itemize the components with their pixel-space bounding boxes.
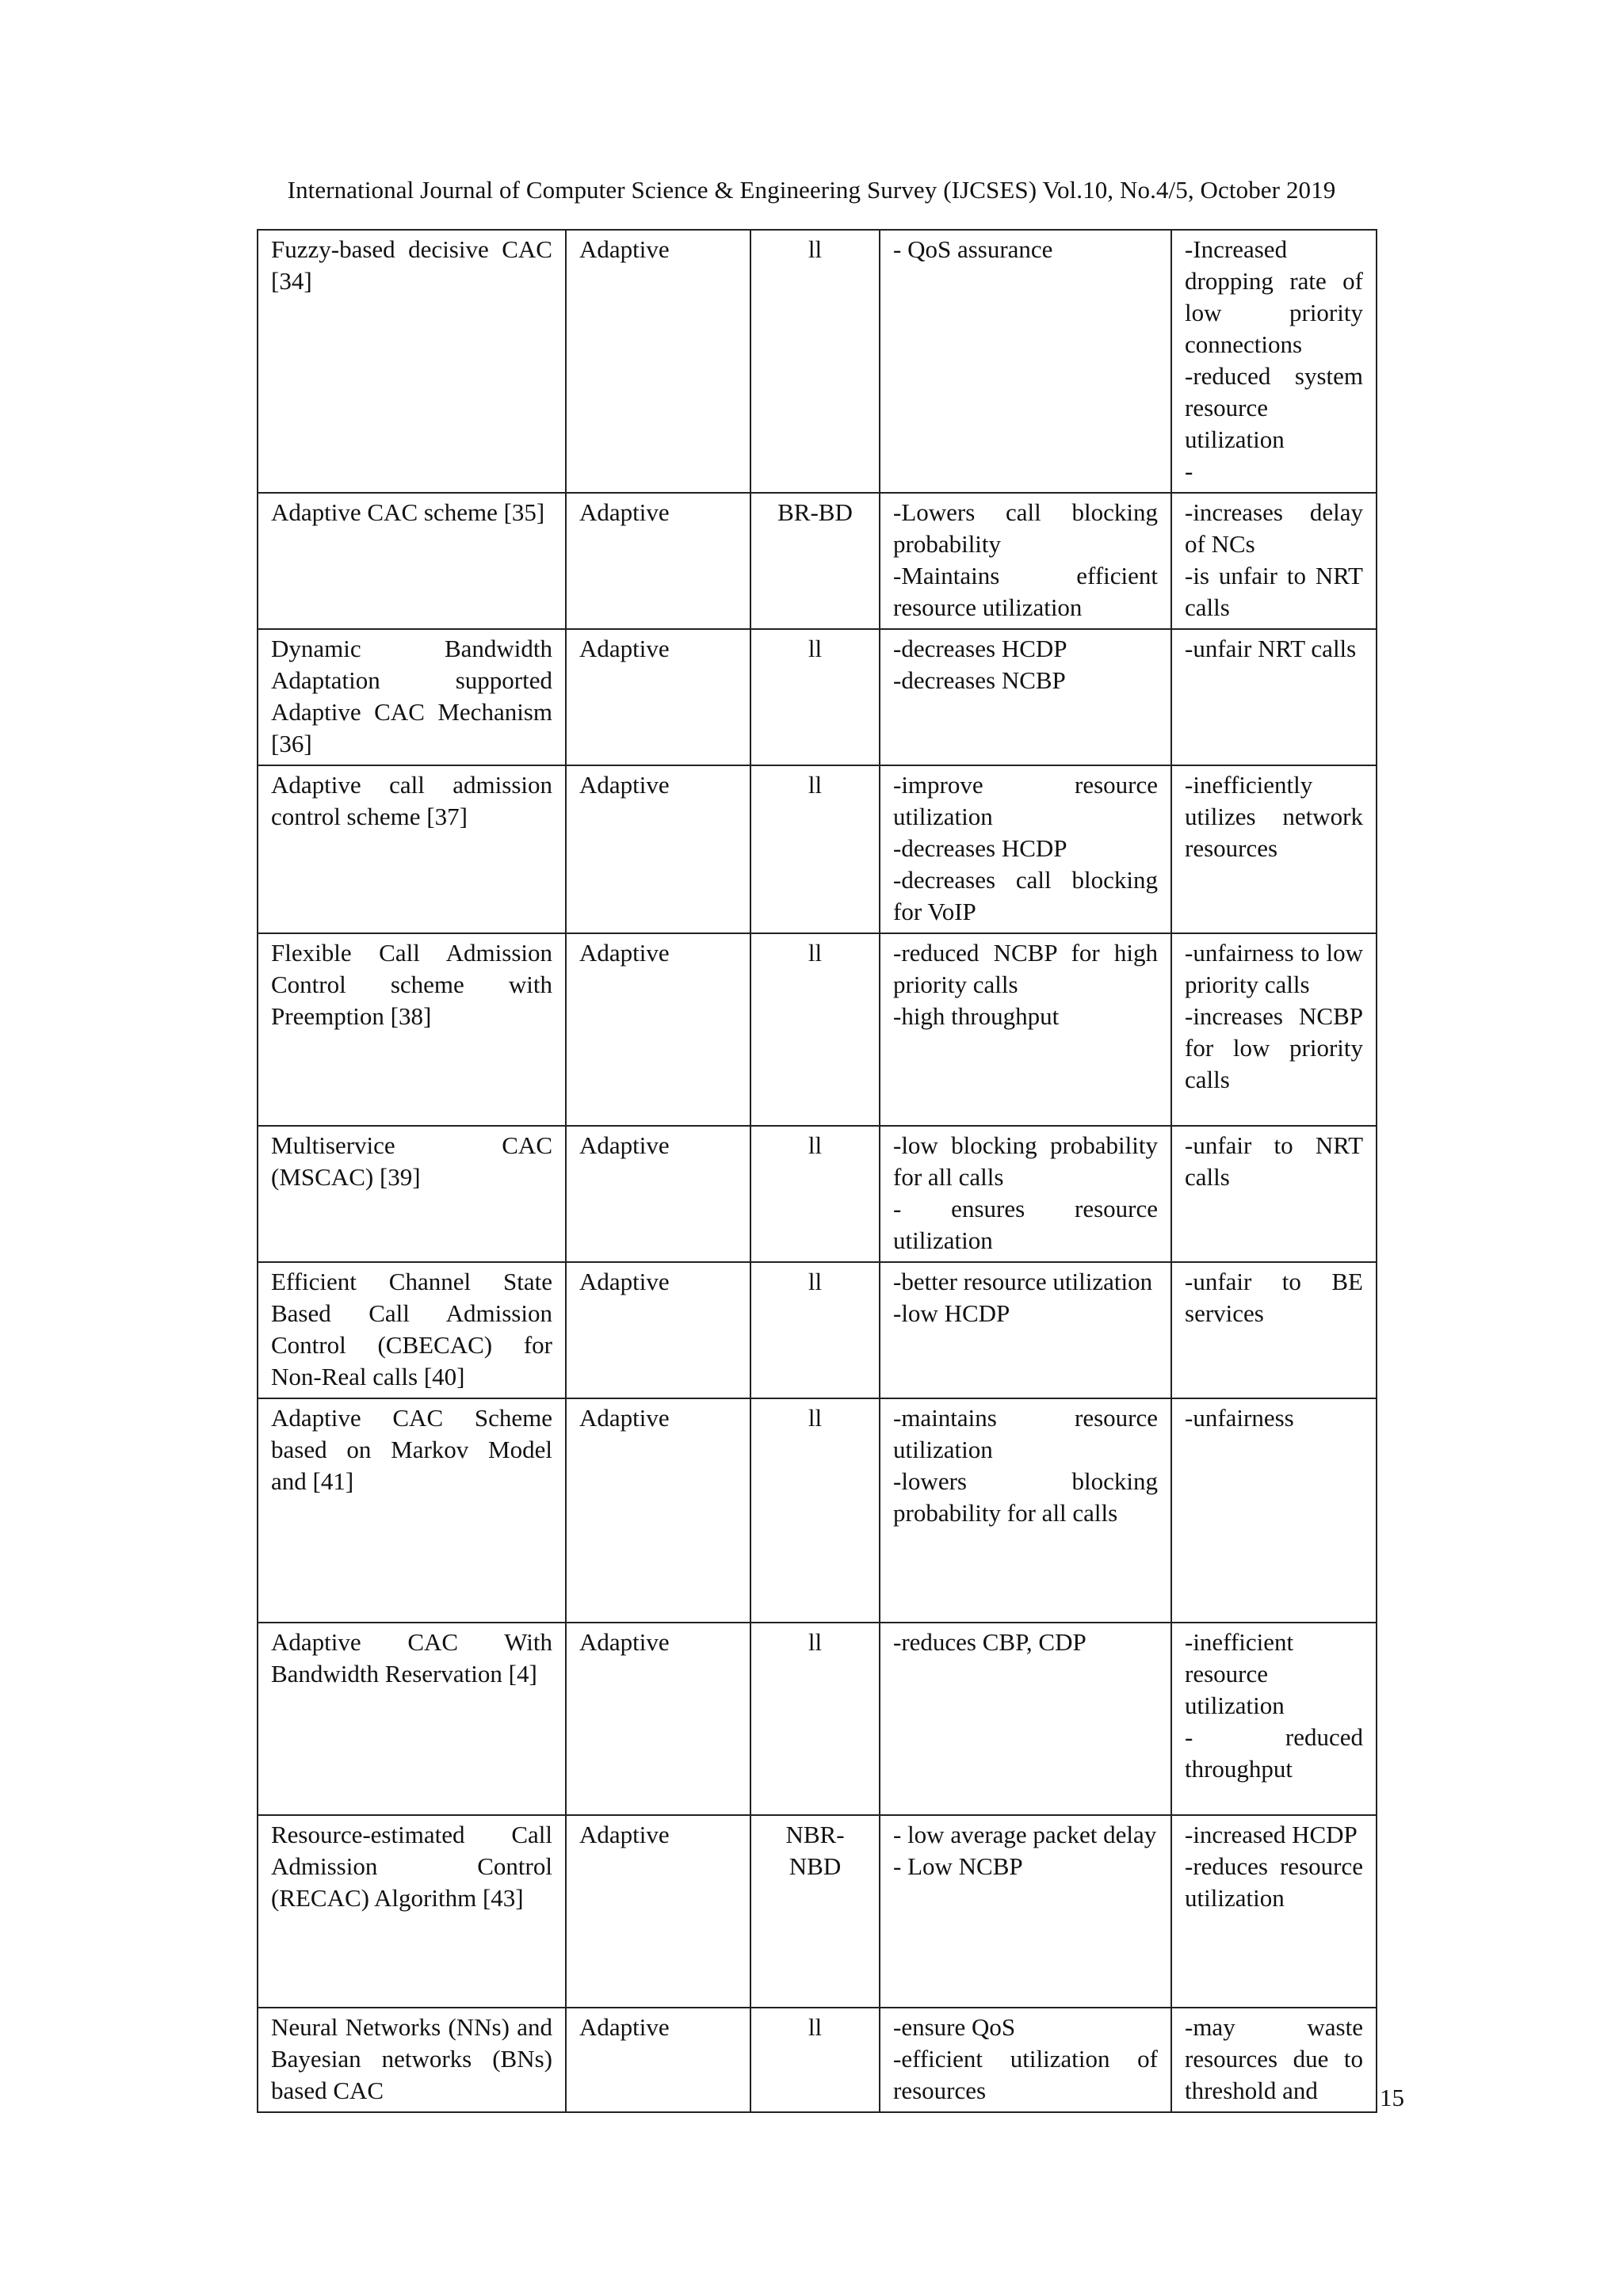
advantage-item: -low blocking probability for all calls <box>893 1131 1158 1191</box>
table-row <box>258 493 1377 629</box>
table-row <box>258 1815 1377 2008</box>
scheme-name-cell: Adaptive call admission control scheme [37] <box>258 765 566 933</box>
scheme-type-cell: Adaptive <box>566 493 750 629</box>
scheme-type-cell: Adaptive <box>566 933 750 1126</box>
advantages-cell <box>880 1262 1171 1398</box>
scheme-mode-cell: BR-BD <box>750 493 880 629</box>
table-body <box>258 230 1377 2112</box>
advantage-item: - Low NCBP <box>893 1852 1023 1880</box>
limitation-item: -Increased dropping rate of low priority connections <box>1185 235 1363 358</box>
scheme-name-cell: Adaptive CAC scheme [35] <box>258 493 566 629</box>
scheme-name-cell: Efficient Channel State Based Call Admission Control (CBECAC) for Non-Real calls [40] <box>258 1262 566 1398</box>
scheme-mode-cell: ll <box>750 2008 880 2112</box>
limitation-item: -unfair to NRT calls <box>1185 1131 1363 1191</box>
limitation-item: -inefficient resource utilization <box>1185 1628 1294 1719</box>
table-row <box>258 230 1377 493</box>
advantage-item: - ensures resource utilization <box>893 1195 1158 1254</box>
advantage-item: -decreases NCBP <box>893 666 1066 694</box>
limitations-cell <box>1171 1815 1377 2008</box>
table-row <box>258 629 1377 765</box>
table-row <box>258 1126 1377 1262</box>
advantage-item: -reduces CBP, CDP <box>893 1628 1086 1656</box>
scheme-type-cell: Adaptive <box>566 1623 750 1815</box>
limitation-item: -increases delay of NCs <box>1185 498 1363 558</box>
advantage-item: - low average packet delay <box>893 1821 1157 1848</box>
limitations-cell <box>1171 1623 1377 1815</box>
limitation-item: - <box>1185 457 1193 485</box>
advantage-item: -decreases call blocking for VoIP <box>893 866 1158 925</box>
limitation-item: -unfairness <box>1185 1404 1294 1432</box>
limitations-cell <box>1171 765 1377 933</box>
scheme-mode-cell: ll <box>750 1126 880 1262</box>
limitations-cell <box>1171 1126 1377 1262</box>
scheme-mode-cell: ll <box>750 230 880 493</box>
advantages-cell <box>880 2008 1171 2112</box>
limitation-item: -unfair to BE services <box>1185 1268 1363 1327</box>
scheme-type-cell: Adaptive <box>566 1126 750 1262</box>
advantages-cell <box>880 765 1171 933</box>
cac-schemes-table <box>257 229 1377 2113</box>
scheme-type-cell: Adaptive <box>566 2008 750 2112</box>
advantages-cell <box>880 1623 1171 1815</box>
advantage-item: -ensure QoS <box>893 2013 1016 2041</box>
limitation-item: -increased HCDP <box>1185 1821 1358 1848</box>
limitation-item: -inefficiently utilizes network resources <box>1185 771 1363 862</box>
limitations-cell <box>1171 230 1377 493</box>
scheme-name-cell: Multiservice CAC (MSCAC) [39] <box>258 1126 566 1262</box>
scheme-name-cell: Adaptive CAC Scheme based on Markov Model and [41] <box>258 1398 566 1623</box>
advantage-item: -high throughput <box>893 1002 1060 1030</box>
advantages-cell <box>880 933 1171 1126</box>
scheme-name-cell: Fuzzy-based decisive CAC [34] <box>258 230 566 493</box>
advantages-cell <box>880 1126 1171 1262</box>
limitation-item: -reduces resource utilization <box>1185 1852 1363 1912</box>
limitations-cell <box>1171 933 1377 1126</box>
scheme-mode-cell: ll <box>750 933 880 1126</box>
table-row <box>258 1262 1377 1398</box>
limitation-item: - reduced throughput <box>1185 1723 1363 1783</box>
advantages-cell <box>880 629 1171 765</box>
advantage-item: -reduced NCBP for high priority calls <box>893 939 1158 998</box>
limitations-cell <box>1171 629 1377 765</box>
scheme-name-cell: Resource-estimated Call Admission Control (RECAC) Algorithm [43] <box>258 1815 566 2008</box>
scheme-type-cell: Adaptive <box>566 765 750 933</box>
table-row <box>258 933 1377 1126</box>
advantage-item: -low HCDP <box>893 1299 1010 1327</box>
advantage-item: -maintains resource utilization <box>893 1404 1158 1463</box>
table-row <box>258 2008 1377 2112</box>
limitations-cell <box>1171 1398 1377 1623</box>
scheme-name-cell: Dynamic Bandwidth Adaptation supported Adaptive CAC Mechanism [36] <box>258 629 566 765</box>
table-row <box>258 765 1377 933</box>
limitations-cell <box>1171 1262 1377 1398</box>
scheme-type-cell: Adaptive <box>566 629 750 765</box>
scheme-type-cell: Adaptive <box>566 1815 750 2008</box>
table-row <box>258 1398 1377 1623</box>
scheme-type-cell: Adaptive <box>566 1262 750 1398</box>
scheme-mode-cell: ll <box>750 1623 880 1815</box>
advantages-cell <box>880 1815 1171 2008</box>
scheme-mode-cell: ll <box>750 1262 880 1398</box>
limitation-item: -may waste resources due to threshold and <box>1185 2013 1363 2104</box>
advantages-cell <box>880 230 1171 493</box>
table-row <box>258 1623 1377 1815</box>
page-number: 15 <box>1380 2084 1404 2111</box>
advantages-cell <box>880 1398 1171 1623</box>
limitation-item: -increases NCBP for low priority calls <box>1185 1002 1363 1093</box>
scheme-name-cell: Neural Networks (NNs) and Bayesian networks (BNs) based CAC <box>258 2008 566 2112</box>
limitation-item: -unfairness to low priority calls <box>1185 939 1363 998</box>
scheme-mode-cell: NBR-NBD <box>750 1815 880 2008</box>
advantage-item: -Lowers call blocking probability <box>893 498 1158 558</box>
scheme-mode-cell: ll <box>750 765 880 933</box>
advantage-item: -efficient utilization of resources <box>893 2045 1158 2104</box>
scheme-type-cell: Adaptive <box>566 1398 750 1623</box>
limitations-cell <box>1171 493 1377 629</box>
advantages-cell <box>880 493 1171 629</box>
limitations-cell <box>1171 2008 1377 2112</box>
scheme-name-cell: Adaptive CAC With Bandwidth Reservation [4] <box>258 1623 566 1815</box>
journal-header: International Journal of Computer Science & Engineering Survey (IJCSES) Vol.10, No.4/5, October 2019 <box>287 176 1336 204</box>
advantage-item: -decreases HCDP <box>893 635 1067 662</box>
limitation-item: -reduced system resource utilization <box>1185 362 1363 453</box>
advantage-item: -lowers blocking probability for all calls <box>893 1467 1158 1527</box>
limitation-item: -is unfair to NRT calls <box>1185 562 1363 621</box>
limitation-item: -unfair NRT calls <box>1185 635 1357 662</box>
advantage-item: -better resource utilization <box>893 1268 1153 1295</box>
scheme-mode-cell: ll <box>750 629 880 765</box>
scheme-name-cell: Flexible Call Admission Control scheme with Preemption [38] <box>258 933 566 1126</box>
scheme-mode-cell: ll <box>750 1398 880 1623</box>
advantage-item: -improve resource utilization <box>893 771 1158 830</box>
scheme-type-cell: Adaptive <box>566 230 750 493</box>
advantage-item: -Maintains efficient resource utilization <box>893 562 1158 621</box>
advantage-item: -decreases HCDP <box>893 834 1067 862</box>
advantage-item: - QoS assurance <box>893 235 1053 263</box>
